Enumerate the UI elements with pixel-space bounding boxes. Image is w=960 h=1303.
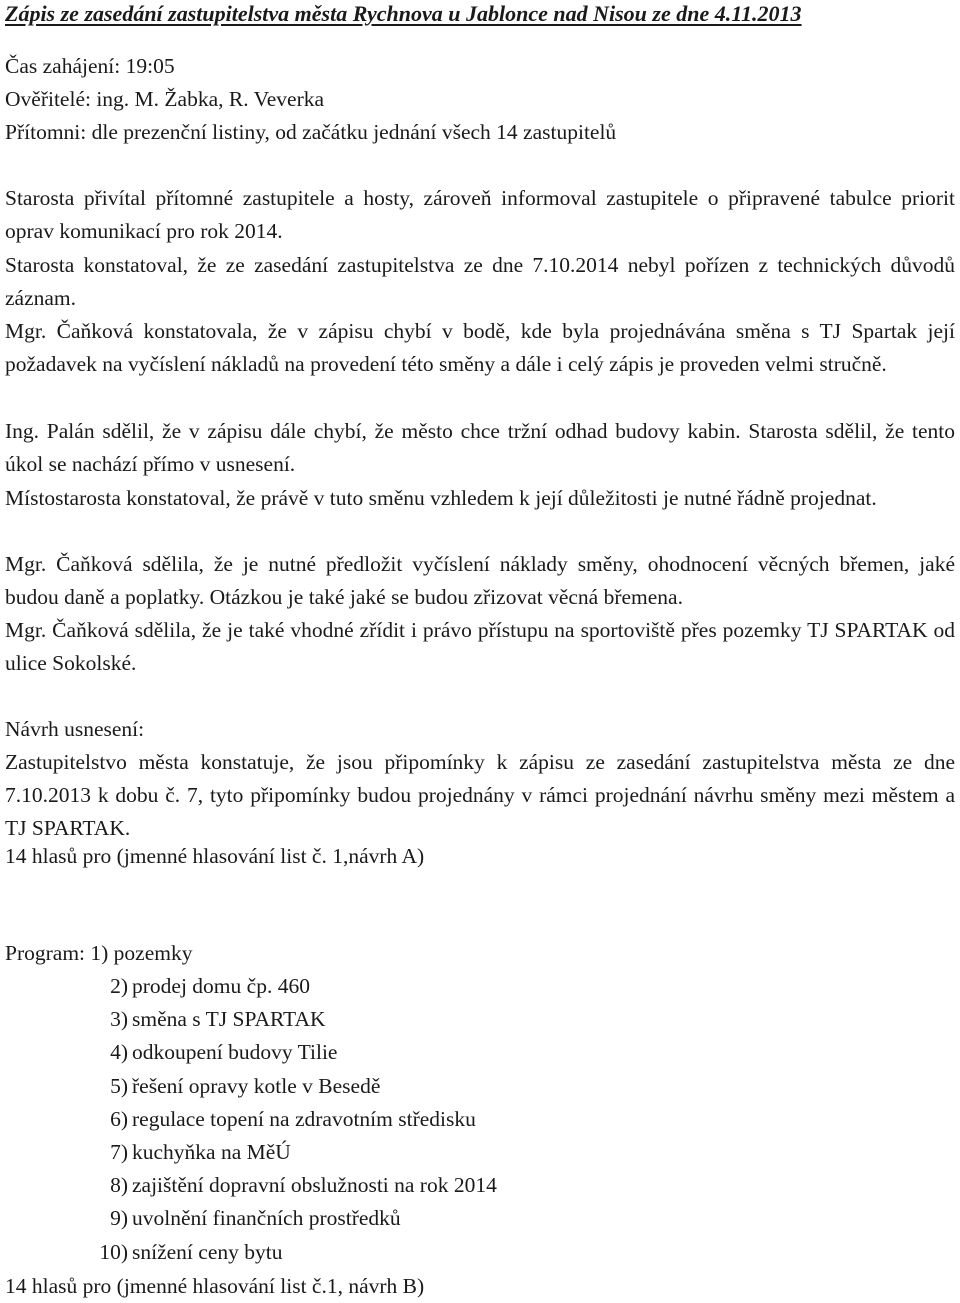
attendance: Přítomni: dle prezenční listiny, od začátku jednání všech 14 zastupitelů (5, 120, 617, 144)
program-item-number: 7) (110, 1139, 128, 1164)
resolution-heading: Návrh usnesení: (5, 717, 145, 741)
program-list (0, 970, 600, 1269)
program-item-text: kuchyňka na MěÚ (132, 1139, 291, 1164)
program-item-text: směna s TJ SPARTAK (132, 1007, 326, 1032)
program-item (0, 1202, 600, 1235)
program-item (0, 1136, 600, 1169)
program-item-number: 5) (110, 1073, 128, 1098)
paragraph-cankova-3: Mgr. Čaňková sdělila, že je také vhodné zřídit i právo přístupu na sportoviště přes pozemky TJ SPARTAK od ulice Sokolské. (5, 618, 955, 676)
program-item-number: 9) (110, 1206, 128, 1231)
program-item-text: uvolnění finančních prostředků (132, 1206, 401, 1231)
program-item (0, 970, 600, 1003)
program-item-number: 2) (110, 974, 128, 998)
paragraph-priorities: Starosta přivítal přítomné zastupitele a hosty, zároveň informoval zastupitele o připravené tabulce priorit oprav komunikací pro rok 2014. (5, 186, 955, 244)
paragraph-cankova-2: Mgr. Čaňková sdělila, že je nutné předložit vyčíslení náklady směny, ohodnocení věcných břemen, jaké budou daně a poplatky. Otázkou je také jaké se budou zřizovat věcná břemena. (5, 552, 955, 610)
program-item (0, 1003, 600, 1036)
start-time: Čas zahájení: 19:05 (5, 54, 175, 78)
program-item-text: snížení ceny bytu (132, 1239, 283, 1264)
program-item (0, 1070, 600, 1103)
program-item-text: řešení opravy kotle v Besedě (132, 1073, 381, 1098)
program-item-number: 8) (110, 1173, 128, 1198)
verifiers: Ověřitelé: ing. M. Žabka, R. Veverka (5, 87, 325, 111)
program-item (0, 1236, 600, 1269)
program-item-text: odkoupení budovy Tilie (132, 1040, 338, 1065)
program-item-text: prodej domu čp. 460 (132, 974, 310, 998)
paragraph-cankova-1: Mgr. Čaňková konstatovala, že v zápisu chybí v bodě, kde byla projednávána směna s TJ Spartak její požadavek na vyčíslení nákladů na provedení této směny a dále i celý zápis je proveden velmi stručně. (5, 319, 955, 377)
document-title: Zápis ze zasedání zastupitelstva města Rychnova u Jablonce nad Nisou ze dne 4.11.2013 (5, 1, 802, 26)
program-item-number: 10) (99, 1239, 128, 1264)
resolution-text: Zastupitelstvo města konstatuje, že jsou připomínky k zápisu ze zasedání zastupitelstva města ze dne 7.10.2013 k dobu č. 7, tyto připomínky budou projednány v rámci projednání návrhu směny mezi městem a TJ SPARTAK. (5, 750, 955, 841)
program-item (0, 1169, 600, 1202)
program-item-number: 4) (110, 1040, 128, 1065)
paragraph-no-recording: Starosta konstatoval, že ze zasedání zastupitelstva ze dne 7.10.2014 nebyl pořízen z technických důvodů záznam. (5, 253, 955, 311)
program-item-text: regulace topení na zdravotním středisku (132, 1106, 476, 1131)
program-item-number: 3) (110, 1007, 128, 1032)
vote-a: 14 hlasů pro (jmenné hlasování list č. 1,návrh A) (5, 844, 425, 868)
vote-b: 14 hlasů pro (jmenné hlasování list č.1, návrh B) (5, 1274, 425, 1298)
paragraph-deputy-mayor: Místostarosta konstatoval, že právě v tuto směnu vzhledem k její důležitosti je nutné řádně projednat. (5, 486, 877, 510)
program-label: Program: 1) pozemky (5, 941, 193, 965)
program-item-text: zajištění dopravní obslužnosti na rok 2014 (132, 1173, 497, 1198)
paragraph-palan: Ing. Palán sdělil, že v zápisu dále chybí, že město chce tržní odhad budovy kabin. Starosta sdělil, že tento úkol se nachází přímo v usnesení. (5, 419, 955, 477)
program-item (0, 1036, 600, 1069)
program-item-number: 6) (110, 1106, 128, 1131)
program-item (0, 1103, 600, 1136)
